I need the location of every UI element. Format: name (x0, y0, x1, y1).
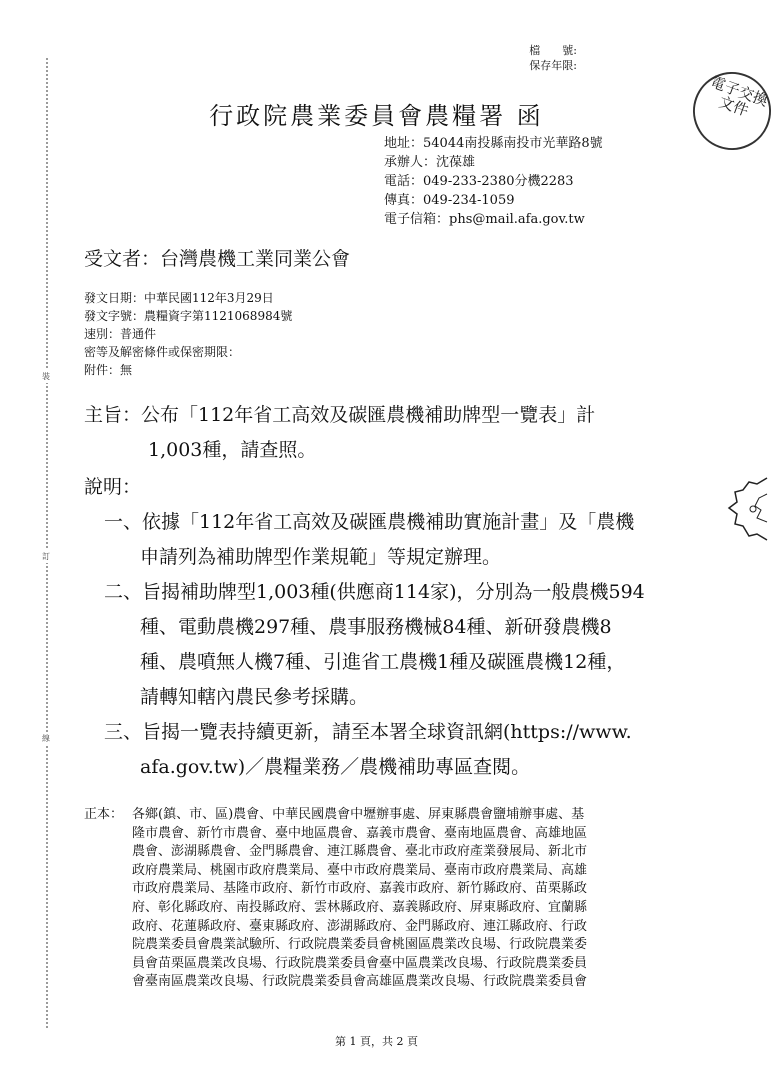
copies-list (132, 806, 674, 992)
copies-line: 院農業委員會農業試驗所、行政院農業委員會桃園區農業改良場、行政院農業委 (132, 937, 588, 953)
document-number: 發文字號：農糧資字第1121068984號 (84, 309, 293, 323)
contact-block (384, 134, 603, 229)
copies-line: 隆市農會、新竹市農會、臺中地區農會、嘉義市農會、臺南地區農會、高雄地區 (132, 825, 588, 841)
binding-mark-staple: 訂 (42, 552, 50, 561)
item-2-line-3: 種、農噴無人機7種、引進省工農機1種及碳匯農機12種， (140, 651, 626, 673)
copies-line: 政府農業局、桃園市政府農業局、臺中市政府農業局、臺南市政府農業局、高雄 (132, 862, 588, 878)
secrecy-level: 密等及解密條件或保密期限： (84, 345, 241, 359)
archive-info (529, 43, 577, 73)
explanation-heading: 說明： (84, 476, 142, 498)
recipient: 受文者：台灣農機工業同業公會 (84, 248, 351, 270)
copies-line: 員會苗栗區農業改良場、行政院農業委員會臺中區農業改良場、行政院農業委員 (132, 955, 588, 971)
binding-mark-line: 線 (42, 734, 50, 743)
item-3-line-2: afa.gov.tw)／農糧業務／農機補助專區查閱。 (140, 756, 531, 778)
file-number-label: 檔 號: (529, 44, 577, 57)
address: 地址：54044南投縣南投市光華路8號 (384, 136, 603, 151)
subject (84, 398, 595, 468)
copies-line: 市政府農業局、基隆市政府、新竹市政府、嘉義市政府、新竹縣政府、苗栗縣政 (132, 881, 588, 897)
explanation-item-1 (104, 505, 645, 575)
document-meta (84, 289, 292, 379)
copies-label: 正本： (84, 807, 124, 822)
subject-line-2: 1,003種，請查照。 (148, 439, 317, 461)
explanation-item-2 (104, 575, 645, 715)
seal-icon (727, 474, 767, 544)
binding-line (46, 58, 48, 1028)
item-3-line-1: 三、旨揭一覽表持續更新，請至本署全球資訊網(https://www. (104, 721, 632, 743)
copies-line: 會臺南區農業改良場、行政院農業委員會高雄區農業改良場、行政院農業委員會 (132, 974, 588, 990)
item-1-line-2: 申請列為補助牌型作業規範」等規定辦理。 (140, 546, 502, 568)
subject-line-1: 主旨：公布「112年省工高效及碳匯農機補助牌型一覽表」計 (84, 404, 596, 426)
item-2-line-1: 二、旨揭補助牌型1,003種(供應商114家)，分別為一般農機594 (104, 581, 645, 603)
item-1-line-1: 一、依據「112年省工高效及碳匯農機補助實施計畫」及「農機 (104, 511, 635, 533)
org-title: 行政院農業委員會農糧署 函 (209, 102, 544, 130)
delivery-speed: 速別：普通件 (84, 327, 157, 341)
officer: 承辦人：沈葆雄 (384, 155, 476, 170)
binding-mark-bind: 裝 (42, 372, 50, 381)
phone: 電話：049-233-2380分機2283 (384, 174, 574, 189)
copies-section (84, 806, 674, 992)
explanation-item-3 (104, 715, 645, 785)
email: 電子信箱：phs@mail.afa.gov.tw (384, 212, 585, 227)
copies-line: 農會、澎湖縣農會、金門縣農會、連江縣農會、臺北市政府產業發展局、新北市 (132, 844, 588, 860)
item-2-line-4: 請轉知轄內農民參考採購。 (140, 686, 369, 708)
copies-line: 府、彰化縣政府、南投縣政府、雲林縣政府、嘉義縣政府、屏東縣政府、宜蘭縣 (132, 899, 588, 915)
attachment: 附件：無 (84, 363, 133, 377)
copies-line: 政府、花蓮縣政府、臺東縣政府、澎湖縣政府、金門縣政府、連江縣政府、行政 (132, 918, 588, 934)
e-exchange-stamp: 電子交換 文件 (682, 61, 782, 161)
issue-date: 發文日期：中華民國112年3月29日 (84, 291, 274, 305)
item-2-line-2: 種、電動農機297種、農事服務機械84種、新研發農機8 (140, 616, 612, 638)
page-number: 第 1 頁，共 2 頁 (335, 1035, 418, 1048)
fax: 傳真：049-234-1059 (384, 193, 515, 208)
copies-line: 各鄉(鎮、市、區)農會、中華民國農會中壢辦事處、屏東縣農會鹽埔辦事處、基 (132, 807, 585, 822)
explanation-items (104, 505, 645, 785)
keep-years-label: 保存年限: (529, 59, 577, 72)
